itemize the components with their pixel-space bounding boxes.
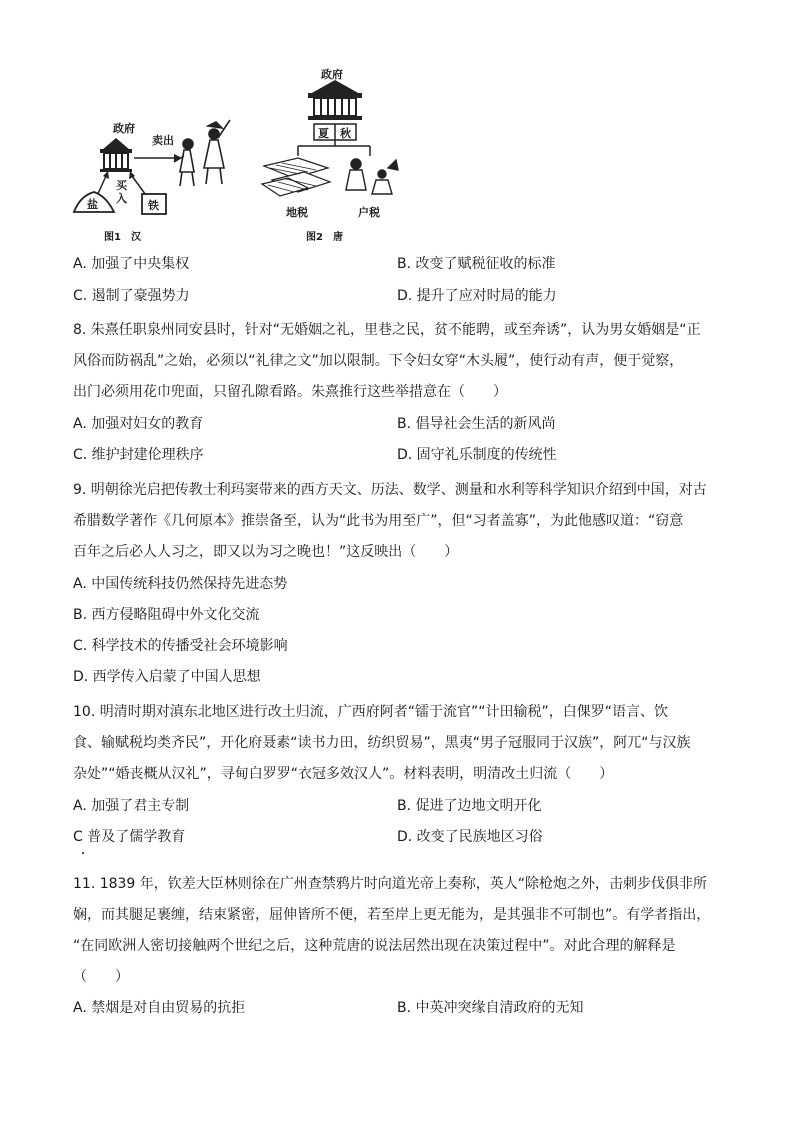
- q10-stem-line-3: 杂处”“婚丧概从汉礼”，寻甸白罗罗“衣冠多效汉人”。材料表明，明清改土归流（ ）: [73, 766, 614, 782]
- q9-stem-line-2: 希腊数学著作《几何原本》推崇备至，认为“此书为用至广”，但“习者盖寡”，为此他感叹道：“窃意: [73, 513, 684, 529]
- q7-option-c[interactable]: C. 遏制了豪强势力: [73, 288, 190, 304]
- q9-option-d[interactable]: D. 西学传入启蒙了中国人思想: [73, 669, 261, 685]
- figure-2-summer-label: 夏: [318, 127, 329, 140]
- figure-1-government-label: 政府: [113, 122, 135, 135]
- figure-1-buy-label-1: 买: [116, 179, 127, 192]
- q10-option-c[interactable]: C 普及了儒学教育: [73, 829, 186, 845]
- q11-stem-line-3: “在同欧洲人密切接触两个世纪之后，这种荒唐的说法居然出现在决策过程中”。对此合理的解释是: [73, 938, 676, 954]
- q11-option-a[interactable]: A. 禁烟是对自由贸易的抗拒: [73, 1000, 246, 1016]
- figure-1-sell-label: 卖出: [152, 134, 174, 147]
- figure-1-iron-label: 铁: [148, 199, 159, 212]
- q7-option-a[interactable]: A. 加强了中央集权: [73, 256, 190, 272]
- q10-option-d[interactable]: D. 改变了民族地区习俗: [397, 829, 543, 845]
- q8-stem-line-1: 8. 朱熹任职泉州同安县时，针对“无婚姻之礼，里巷之民，贫不能聘，或至奔诱”，认为男女婚姻是“正: [73, 322, 701, 338]
- q8-option-a[interactable]: A. 加强对妇女的教育: [73, 416, 204, 432]
- q8-option-c[interactable]: C. 维护封建伦理秩序: [73, 447, 204, 463]
- figure-1-buy-label-2: 入: [116, 192, 127, 205]
- q9-stem-line-3: 百年之后必人人习之，即又以为习之晚也！”这反映出（ ）: [73, 544, 459, 560]
- figure-1-caption: 图1 汉: [104, 232, 141, 243]
- q9-stem-line-1: 9. 明朝徐光启把传教士利玛窦带来的西方天文、历法、数学、测量和水利等科学知识介绍到中国，对古: [73, 482, 707, 498]
- q10-stem-line-1: 10. 明清时期对滇东北地区进行改土归流，广西府阿者“镭于流官”“计田输税”，白倮罗“语言、饮: [73, 704, 668, 720]
- q10-option-a[interactable]: A. 加强了君主专制: [73, 798, 190, 814]
- figure-2-household-tax-label: 户税: [358, 206, 380, 219]
- figure-2-caption: 图2 唐: [306, 232, 343, 243]
- q11-option-b[interactable]: B. 中英冲突缘自清政府的无知: [397, 1000, 584, 1016]
- people-figures-icon: [174, 120, 230, 186]
- q7-option-d[interactable]: D. 提升了应对时局的能力: [397, 288, 557, 304]
- q8-option-b[interactable]: B. 倡导社会生活的新风尚: [397, 416, 556, 432]
- stray-dot: [82, 852, 84, 854]
- government-building-icon: [308, 80, 362, 120]
- farmland-icon: [262, 158, 330, 196]
- q10-stem-line-2: 食、输赋税均类齐民”，开化府聂素“读书力田，纺织贸易”，黑夷“男子冠服同于汉族”，阿兀“与汉族: [73, 735, 691, 751]
- figure-2-drawing: [258, 64, 408, 244]
- figure-2-autumn-label: 秋: [340, 127, 351, 140]
- q8-stem-line-2: 风俗而防祸乱”之始，必须以“礼律之文”加以限制。下令妇女穿“木头履”，使行动有声，便于觉察，: [73, 353, 684, 369]
- figure-2-land-tax-label: 地税: [286, 206, 308, 219]
- q8-stem-line-3: 出门必须用花巾兜面，只留孔隙看路。朱熹推行这些举措意在（ ）: [73, 384, 507, 400]
- q11-stem-line-2: 娴，而其腿足裹缠，结束紧密，屈伸皆所不便，若至岸上更无能为，是其强非不可制也”。有学者指出，: [73, 907, 711, 923]
- government-building-icon: [100, 138, 132, 172]
- q10-option-b[interactable]: B. 促进了边地文明开化: [397, 798, 542, 814]
- q9-option-a[interactable]: A. 中国传统科技仍然保持先进态势: [73, 576, 288, 592]
- figure-1: [66, 116, 246, 246]
- q11-stem-line-4: （ ）: [73, 969, 129, 985]
- q7-option-b[interactable]: B. 改变了赋税征收的标准: [397, 256, 556, 272]
- figure-1-salt-label: 盐: [87, 198, 98, 211]
- q9-option-c[interactable]: C. 科学技术的传播受社会环境影响: [73, 638, 288, 654]
- q8-option-d[interactable]: D. 固守礼乐制度的传统性: [397, 447, 557, 463]
- figure-2: [258, 64, 408, 244]
- household-figures-icon: [346, 159, 398, 194]
- q11-stem-line-1: 11. 1839 年，钦差大臣林则徐在广州查禁鸦片时向道光帝上奏称，英人“除枪炮之外，击刺步伐俱非所: [73, 876, 708, 892]
- figure-2-government-label: 政府: [321, 68, 343, 81]
- q9-option-b[interactable]: B. 西方侵略阻碍中外文化交流: [73, 607, 260, 623]
